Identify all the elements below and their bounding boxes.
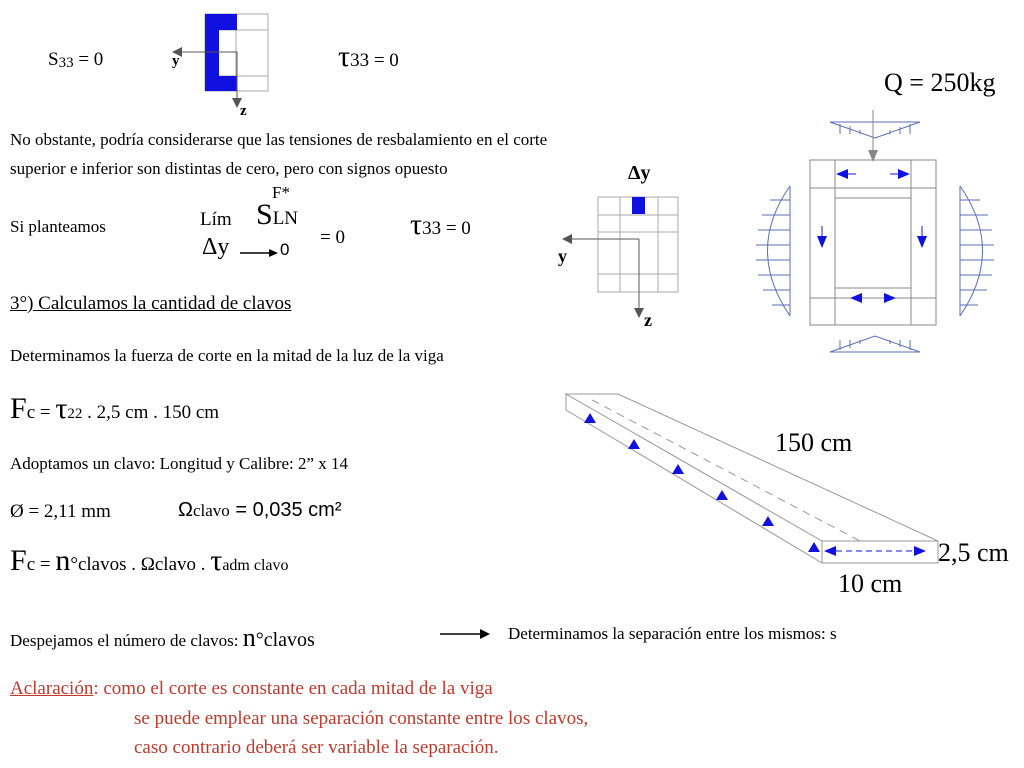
s-ln: SLN xyxy=(256,198,299,231)
fc-equation-1: Fc = τ22 . 2,5 cm . 150 cm xyxy=(10,392,220,425)
paragraph-line-1: No obstante, podría considerarse que las tensiones de resbalamiento en el corte xyxy=(10,130,548,149)
f-star: F* xyxy=(272,183,290,202)
axis-z-label-2: z xyxy=(644,310,652,330)
axis-y-label: y xyxy=(172,53,180,69)
load-label: Q = 250kg xyxy=(884,68,996,97)
lim-label: Lím xyxy=(200,209,232,230)
lim-zero: 0 xyxy=(280,240,290,259)
beam-width-label: 10 cm xyxy=(838,569,903,598)
delta-y-label: Δy xyxy=(628,162,651,184)
aclaracion-line-3: caso contrario deberá ser variable la separación. xyxy=(134,737,499,758)
aclaracion-line-1: Aclaración: como el corte es constante en cada mitad de la viga xyxy=(10,678,493,699)
lim-equals: = 0 xyxy=(320,227,345,248)
axis-y-label-2: y xyxy=(558,246,567,266)
separation-text: Determinamos la separación entre los mismos: s xyxy=(508,624,837,643)
despejo-text: Despejamos el número de clavos: n°clavos xyxy=(10,623,315,652)
diameter-text: Ø = 2,11 mm xyxy=(10,501,111,522)
tau33-equation: τ33 = 0 xyxy=(338,40,399,73)
beam-thickness-label: 2,5 cm xyxy=(938,538,1009,567)
axis-z-label: z xyxy=(240,103,247,119)
area-text: Ωclavo = 0,035 cm² xyxy=(178,499,342,521)
lim-delta-y: Δy xyxy=(202,234,230,260)
nail-text: Adoptamos un clavo: Longitud y Calibre: 2” x 14 xyxy=(10,454,349,473)
paragraph-line-2: superior e inferior son distintas de cero, pero con signos opuesto xyxy=(10,159,448,178)
planteo-intro: Si planteamos xyxy=(10,217,106,236)
beam-length-label: 150 cm xyxy=(775,428,853,457)
aclaracion-line-2: se puede emplear una separación constante entre los clavos, xyxy=(134,708,589,729)
shear-text: Determinamos la fuerza de corte en la mitad de la luz de la viga xyxy=(10,346,444,365)
s33-equation: S33 = 0 xyxy=(48,49,104,71)
step-3-heading: 3°) Calculamos la cantidad de clavos xyxy=(10,293,292,314)
fc-equation-2: Fc = n°clavos . Ωclavo . τadm clavo xyxy=(10,544,289,577)
despejo-arrow xyxy=(0,0,1,1)
tau33-second: τ33 = 0 xyxy=(410,208,471,241)
